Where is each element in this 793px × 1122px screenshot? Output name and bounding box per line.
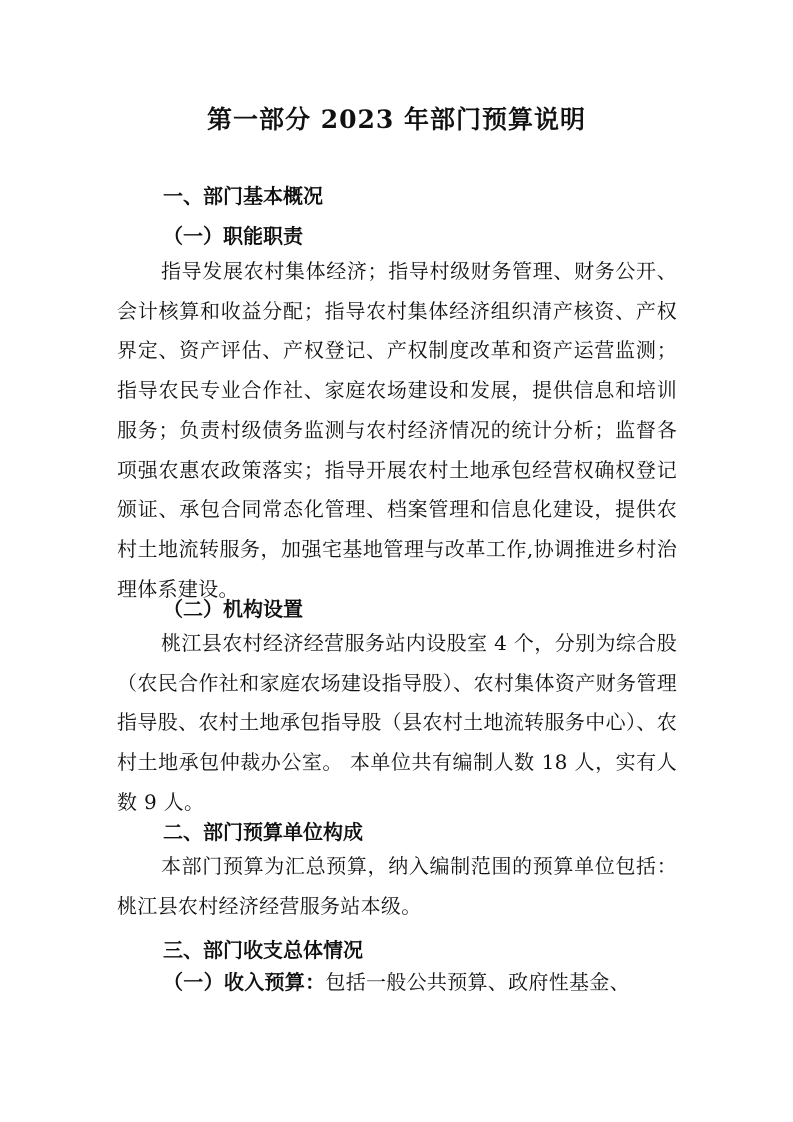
section-heading-budget-units: 二、部门预算单位构成 (163, 820, 363, 844)
subsection-heading-organization: （二）机构设置 (163, 597, 303, 621)
budget-units-paragraph: 本部门预算为汇总预算，纳入编制范围的预算单位包括：桃江县农村经济经营服务站本级。 (117, 854, 677, 918)
functions-paragraph: 指导发展农村集体经济；指导村级财务管理、财务公开、会计核算和收益分配；指导农村集体经济组织清产核资、产权界定、资产评估、产权登记、产权制度改革和资产运营监测；指导农民专业合作社、家庭农场建设和发展，提供信息和培训服务；负责村级债务监测与农村经济情况的统计分析；监督各项强农惠农政策落实；指导开展农村土地承包经营权确权登记颁证、承包合同常态化管理、档案管理和信息化建设，提供农村土地流转服务，加强宅基地管理与改革工作,协调推进乡村治理体系建设。 (117, 259, 677, 601)
page-title: 第一部分 2023 年部门预算说明 (207, 105, 586, 134)
income-budget-paragraph (117, 963, 677, 1003)
section-heading-overall: 三、部门收支总体情况 (163, 938, 363, 962)
section-heading-overview: 一、部门基本概况 (163, 184, 323, 208)
subsection-heading-functions: （一）职能职责 (163, 224, 303, 248)
organization-paragraph: 桃江县农村经济经营服务站内设股室 4 个，分别为综合股（农民合作社和家庭农场建设指导股）、农村集体资产财务管理指导股、农村土地承包指导股（县农村土地流转服务中心）、农村土地承包仲裁办公室。 本单位共有编制人数 18 人，实有人数 9 人。 (117, 631, 677, 814)
income-budget-lead: （一）收入预算： (163, 970, 326, 994)
income-budget-text: 包括一般公共预算、政府性基金、 (325, 970, 630, 994)
